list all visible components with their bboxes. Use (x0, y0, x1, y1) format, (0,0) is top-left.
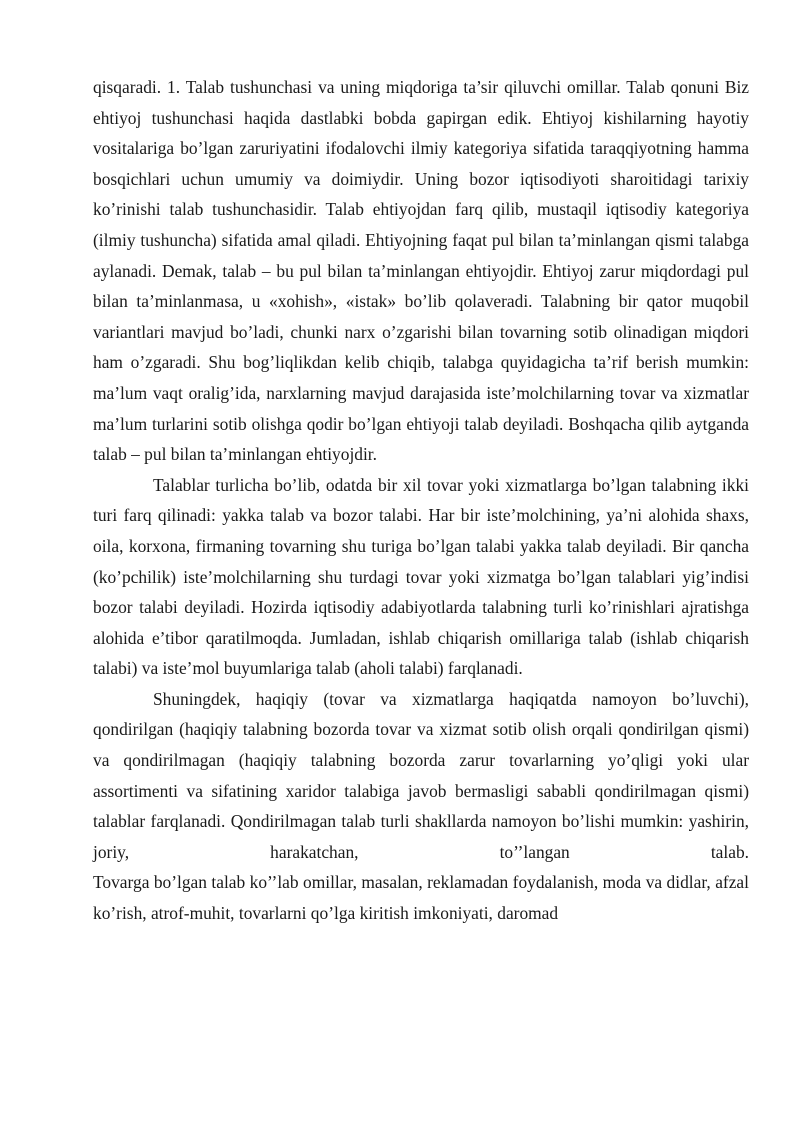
document-page (93, 72, 749, 929)
paragraph-real-demand: Shuningdek, haqiqiy (tovar va xizmatlarga haqiqatda namoyon bo’luvchi), qondirilgan (haqiqiy talabning bozorda tovar va xizmat sotib olish orqali qondirilgan qismi) va qondirilmagan (haqiqiy talabning bozorda zarur tovarlarning yo’qligi yoki ular assortimenti va sifatining xaridor talabiga javob bermasligi sababli qondirilmagan qismi) talablar farqlanadi. Qondirilmagan talab turli shakllarda namoyon bo’lishi mumkin: yashirin, joriy, harakatchan, to’’langan talab. (93, 688, 749, 862)
paragraph-demand-types: Talablar turlicha bo’lib, odatda bir xil tovar yoki xizmatlarga bo’lgan talabning ikki turi farq qilinadi: yakka talab va bozor talabi. Har bir iste’molchining, ya’ni alohida shaxs, oila, korxona, firmaning tovarning shu turiga bo’lgan talabi yakka talab deyiladi. Bir qancha (ko’pchilik) iste’molchilarning shu turdagi tovar yoki xizmatga bo’lgan talablari yig’indisi bozor talabi deyiladi. Hozirda iqtisodiy adabiyotlarda talabning turli ko’rinishlari ajratishga alohida e’tibor qaratilmoqda. Jumladan, ishlab chiqarish omillariga talab (ishlab chiqarish talabi) va iste’mol buyumlariga talab (aholi talabi) farqlanadi. (93, 474, 749, 679)
paragraph-intro: qisqaradi. 1. Talab tushunchasi va uning miqdoriga ta’sir qiluvchi omillar. Talab qonuni Biz ehtiyoj tushunchasi haqida dastlabki bobda gapirgan edik. Ehtiyoj kishilarning hayotiy vositalariga bo’lgan zaruriyatini ifodalovchi ilmiy kategoriya sifatida taraqqiyotning hamma bosqichlari uchun umumiy va doimiydir. Uning bozor iqtisodiyoti sharoitidagi tarixiy ko’rinishi talab tushunchasidir. Talab ehtiyojdan farq qilib, mustaqil iqtisodiy kategoriya (ilmiy tushuncha) sifatida amal qiladi. Ehtiyojning faqat pul bilan ta’minlangan qismi talabga aylanadi. Demak, talab – bu pul bilan ta’minlangan ehtiyojdir. Ehtiyoj zarur miqdordagi pul bilan ta’minlanmasa, u «xohish», «istak» bo’lib qolaveradi. Talabning bir qator muqobil variantlari mavjud bo’ladi, chunki narx o’zgarishi bilan tovarning sotib olinadigan miqdori ham o’zgaradi. Shu bog’liqlikdan kelib chiqib, talabga quyidagicha ta’rif berish mumkin: ma’lum vaqt oralig’ida, narxlarning mavjud darajasida iste’molchilarning tovar va xizmatlar ma’lum turlarini sotib olishga qodir bo’lgan ehtiyoji talab deyiladi. Boshqacha qilib aytganda talab – pul bilan ta’minlangan ehtiyojdir. (93, 77, 749, 465)
paragraph-demand-factors: Tovarga bo’lgan talab ko’’lab omillar, masalan, reklamadan foydalanish, moda va didlar, afzal ko’rish, atrof-muhit, tovarlarni qo’lga kiritish imkoniyati, daromad (93, 872, 749, 924)
